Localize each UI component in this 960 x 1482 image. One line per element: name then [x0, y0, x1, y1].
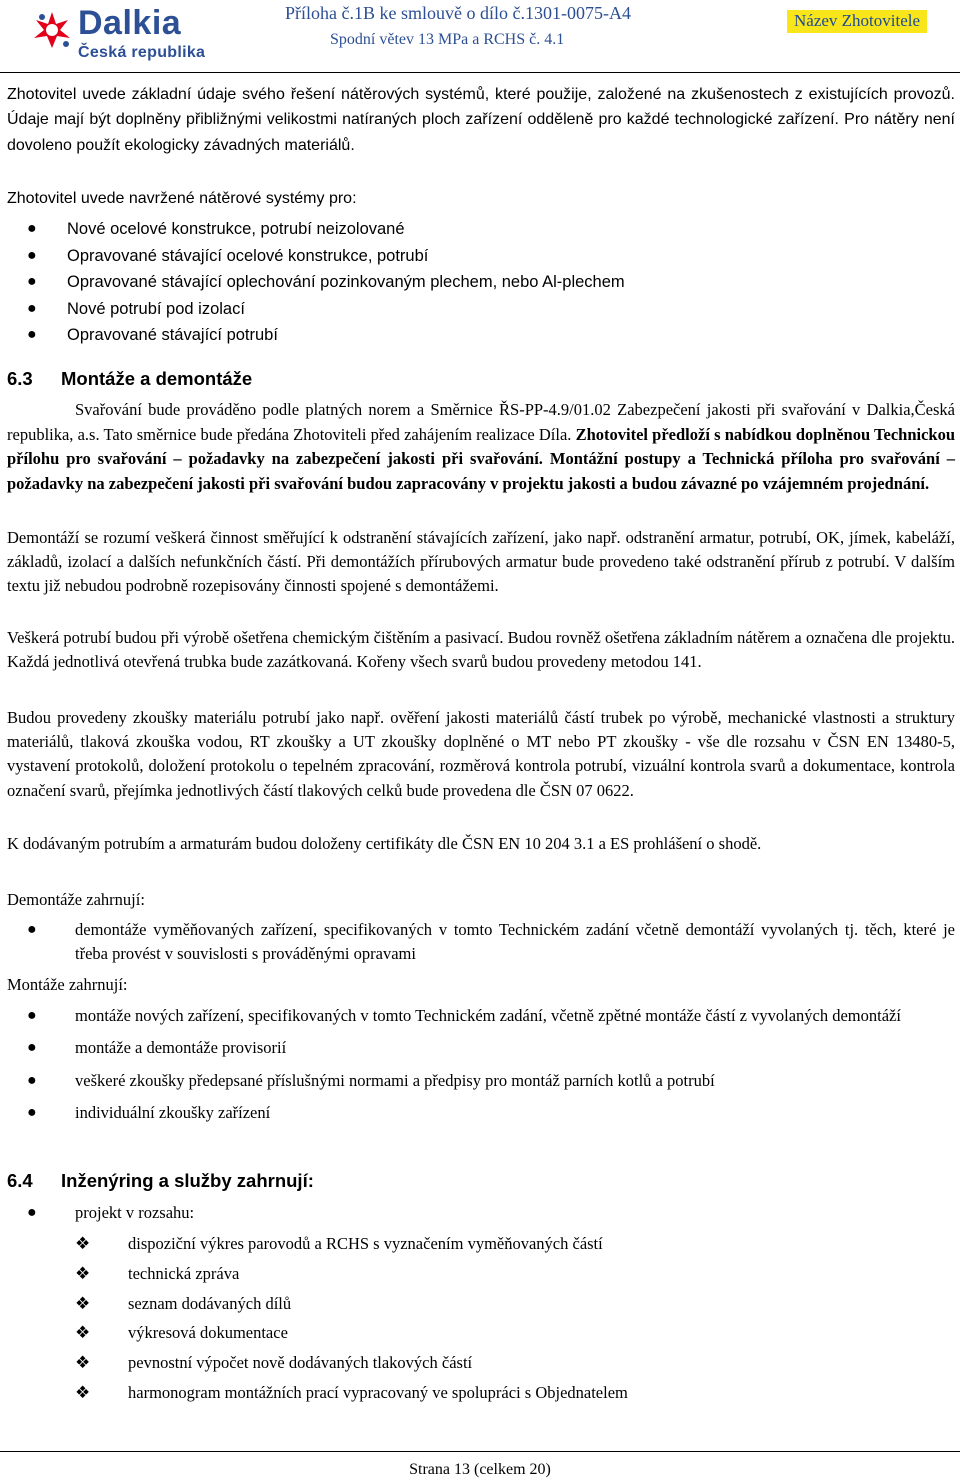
section-number: 6.4 — [7, 1170, 33, 1191]
diamond-bullet-icon: ❖ — [75, 1323, 91, 1343]
logo-sub-text: Česká republika — [78, 44, 206, 61]
list-item: ● montáže a demontáže provisorií — [0, 1036, 955, 1060]
list-item: ❖ seznam dodávaných dílů — [0, 1289, 955, 1319]
section-heading-6-3 — [7, 368, 252, 390]
bullet-icon: ● — [27, 921, 37, 938]
diamond-bullet-icon: ❖ — [75, 1263, 91, 1283]
engineering-list — [0, 1201, 955, 1225]
bullet-icon: ● — [27, 326, 37, 344]
bullet-icon: ● — [27, 273, 37, 291]
assembly-label: Montáže zahrnují: — [7, 975, 128, 994]
header-line-1: Příloha č.1B ke smlouvě o dílo č.1301-0075-A4 — [285, 3, 631, 23]
logo-brand-text: Dalkia — [78, 4, 182, 42]
bullet-icon: ● — [27, 1104, 37, 1122]
list-item: ❖ pevnostní výpočet nově dodávaných tlakových částí — [0, 1348, 955, 1378]
welding-bold-text: Zhotovitel předloží s nabídkou doplněnou Technickou přílohu pro svařování – požadavky na zabezpečení jakosti při svařování. Montážní postupy a Technická příloha pro svařování – požadavky na zabezpečení jakosti při svařování budou zapracovány v projektu jakosti a budou závazné po vzájemném projednání. — [7, 424, 956, 493]
assembly-list — [0, 1004, 955, 1126]
list-item: ● individuální zkoušky zařízení — [0, 1101, 955, 1125]
project-scope-list — [0, 1229, 955, 1408]
section-title: Inženýring a služby zahrnují: — [61, 1170, 314, 1191]
list-item: ● demontáže vyměňovaných zařízení, specifikovaných v tomto Technickém zadání včetně demontáží vyvolaných tj. těch, které je třeba provést v souvislosti s prováděnými opravami — [27, 920, 955, 964]
coating-systems-list — [0, 216, 955, 349]
footer-divider — [0, 1451, 960, 1452]
dalkia-flame-icon — [30, 8, 74, 52]
header-line-2: Spodní větev 13 MPa a RCHS č. 4.1 — [330, 31, 565, 48]
bullet-icon: ● — [27, 1204, 37, 1221]
diamond-bullet-icon: ❖ — [75, 1234, 91, 1253]
bullet-icon: ● — [27, 299, 37, 317]
list-item: ● Opravované stávající ocelové konstrukce, potrubí — [0, 243, 955, 270]
list-item: ❖ harmonogram montážních prací vypracovaný ve spolupráci s Objednatelem — [0, 1378, 955, 1408]
diamond-bullet-icon: ❖ — [75, 1293, 91, 1313]
bullet-icon: ● — [27, 220, 37, 237]
list-item: ● Nové ocelové konstrukce, potrubí neizolované — [0, 216, 955, 243]
bullet-icon: ● — [27, 1039, 37, 1057]
page-number: Strana 13 (celkem 20) — [409, 1461, 551, 1478]
list-item: ● montáže nových zařízení, specifikovaných v tomto Technickém zadání, včetně zpětné montáže částí z vyvolaných demontáží — [0, 1004, 955, 1028]
header-divider — [0, 72, 960, 73]
bullet-icon: ● — [27, 1007, 37, 1024]
list-item: ❖ technická zpráva — [0, 1259, 955, 1289]
bullet-icon: ● — [27, 246, 37, 264]
demolition-label: Demontáže zahrnují: — [7, 890, 145, 909]
list-item: ● veškeré zkoušky předepsané příslušnými normami a předpisy pro montáž parních kotlů a potrubí — [0, 1069, 955, 1093]
certificates-paragraph: K dodávaným potrubím a armaturám budou doloženy certifikáty dle ČSN EN 10 204 3.1 a ES prohlášení o shodě. — [7, 834, 762, 853]
welding-paragraph: Svařování bude prováděno podle platných norem a Směrnice ŘS-PP-4.9/01.02 Zabezpečení jakosti při svařování v Dalkia,Česká republika, a.s. Tato směrnice bude předána Zhotoviteli před zahájením realizace Díla. Zhotovitel předloží s nabídkou doplněnou Technickou přílohu pro svařování – požadavky na zabezpečení jakosti při svařování. Montážní postupy a Technická příloha pro svařování – požadavky na zabezpečení jakosti při svařování budou zapracovány v projektu jakosti a budou závazné po vzájemném projednání. — [7, 400, 956, 493]
demolition-list — [0, 918, 955, 967]
bullet-icon: ● — [27, 1071, 37, 1089]
diamond-bullet-icon: ❖ — [75, 1382, 91, 1402]
list-item: ❖ dispoziční výkres parovodů a RCHS s vyznačením vyměňovaných částí — [0, 1229, 955, 1259]
piping-paragraph: Veškerá potrubí budou při výrobě ošetřena chemickým čištěním a pasivací. Budou rovněž ošetřena základním nátěrem a označena dle projektu. Každá jednotlivá otevřená trubka bude zazátkovaná. Kořeny všech svarů budou provedeny metodou 141. — [7, 628, 955, 672]
list-item: ❖ výkresová dokumentace — [0, 1318, 955, 1348]
list-item: ● Nové potrubí pod izolací — [0, 296, 955, 323]
intro-paragraph: Zhotovitel uvede základní údaje svého řešení nátěrových systémů, které použije, založené na zkušenostech z existujících provozů. Údaje mají být doplněny přibližnými velikostmi natíraných ploch zařízení odděleně pro každé technologické zařízení. Pro nátěry není dovoleno použít ekologicky závadných materiálů. — [7, 86, 955, 154]
section-title: Montáže a demontáže — [61, 368, 253, 389]
list-item: ● Opravované stávající oplechování pozinkovaným plechem, nebo Al-plechem — [0, 269, 955, 296]
list-item: ● projekt v rozsahu: — [0, 1201, 955, 1225]
diamond-bullet-icon: ❖ — [75, 1353, 91, 1373]
section-heading-6-4 — [7, 1170, 314, 1192]
company-logo — [30, 6, 230, 64]
tests-paragraph: Budou provedeny zkoušky materiálu potrubí jako např. ověření jakosti materiálů částí trubek po výrobě, mechanické vlastnosti a struktury materiálů, tlaková zkouška vodou, RT zkoušky a UT zkoušky doplněné o MT nebo PT zkoušky - vše dle rozsahu v ČSN EN 13480-5, vystavení protokolů, doložení protokolu o tepelném zpracování, rozměrová kontrola potrubí, vizuální kontrola svarů a dokumentace, kontrola označení svarů, přejímka jednotlivých částí tlakových celků bude provedena dle ČSN 07 0622. — [7, 708, 955, 800]
intro-lead: Zhotovitel uvede navržené nátěrové systémy pro: — [7, 190, 357, 207]
list-item: ● Opravované stávající potrubí — [0, 322, 955, 349]
contractor-name-badge: Název Zhotovitele — [787, 10, 927, 33]
section-number: 6.3 — [7, 368, 33, 389]
demolition-paragraph: Demontáží se rozumí veškerá činnost směřující k odstranění stávajících zařízení, jako např. odstranění armatur, potrubí, OK, jímek, kabeláží, základů, izolací a dalších nefunkčních částí. Při demontážích přírubových armatur bude provedeno také odstranění přírub z potrubí. V dalším textu již nebudou podrobně rozepisovány činnosti spojené s demontážemi. — [7, 528, 955, 596]
